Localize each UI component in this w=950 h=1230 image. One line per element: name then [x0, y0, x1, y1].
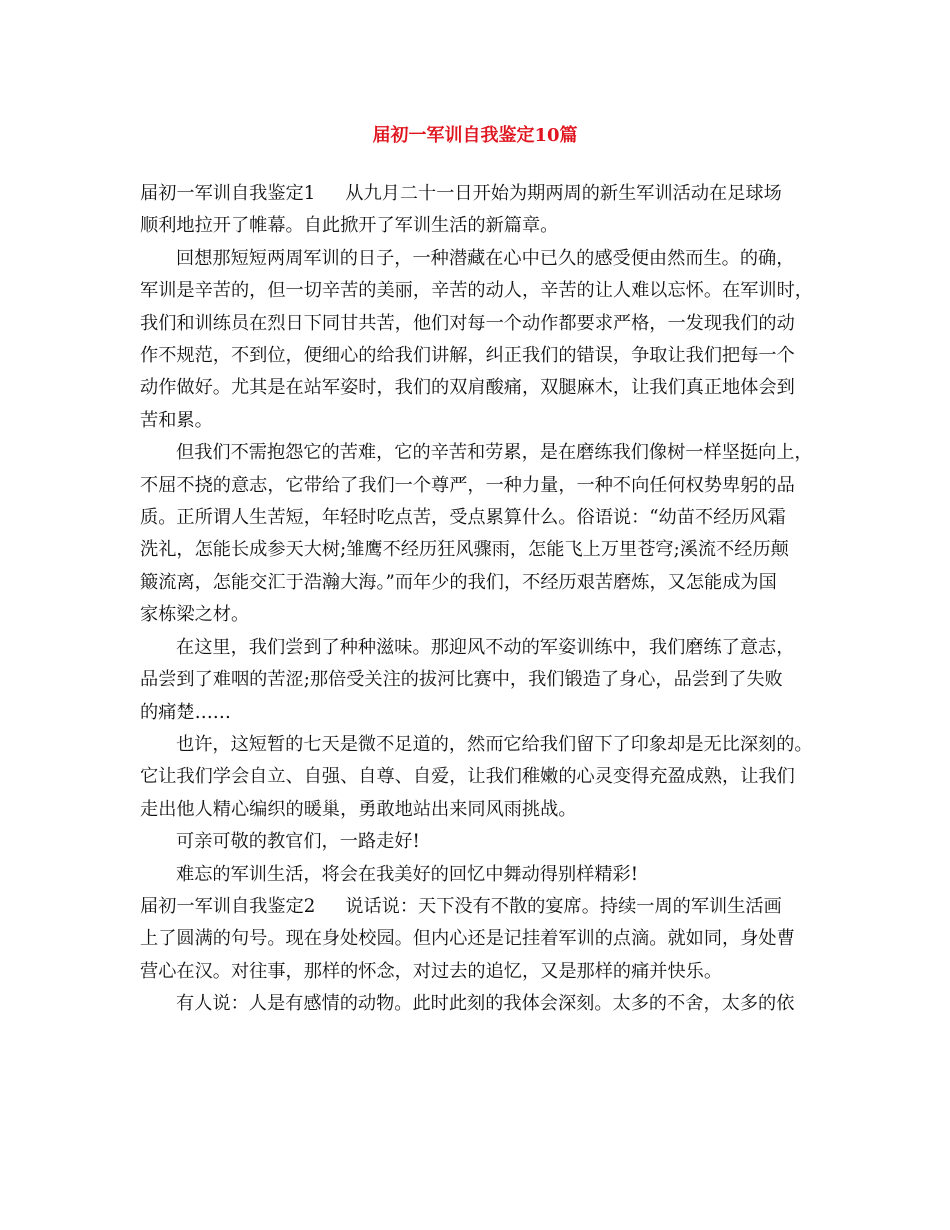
line-text: 在这里，我们尝到了种种滋味。那迎风不动的军姿训练中，我们磨练了意志，	[176, 636, 795, 658]
line-text: 上了圆满的句号。现在身处校园。但内心还是记挂着军训的点滴。就如同，身处曹	[140, 928, 795, 950]
text-line	[140, 891, 820, 923]
text-line	[140, 470, 820, 502]
text-line	[140, 178, 820, 210]
line-text: 说话说：天下没有不散的宴席。持续一周的军训生活画	[345, 895, 782, 917]
text-line	[140, 599, 820, 631]
text-line	[140, 340, 820, 372]
line-text: 顺利地拉开了帷幕。自此掀开了军训生活的新篇章。	[140, 215, 559, 237]
line-text: 洗礼，怎能长成参天大树;雏鹰不经历狂风骤雨，怎能飞上万里苍穹;溪流不经历颠	[140, 539, 789, 561]
line-text: 作不规范，不到位，便细心的给我们讲解，纠正我们的错误，争取让我们把每一个	[140, 345, 795, 367]
text-line	[140, 794, 820, 826]
text-line	[140, 729, 820, 761]
line-text: 走出他人精心编织的暖巢，勇敢地站出来同风雨挑战。	[140, 798, 577, 820]
text-line	[140, 372, 820, 404]
text-line	[140, 308, 820, 340]
line-text: 簸流离，怎能交汇于浩瀚大海。”而年少的我们，不经历艰苦磨炼，又怎能成为国	[140, 571, 777, 593]
text-line	[140, 697, 820, 729]
text-line	[140, 437, 820, 469]
text-line	[140, 988, 820, 1020]
line-text: 有人说：人是有感情的动物。此时此刻的我体会深刻。太多的不舍，太多的依	[176, 993, 795, 1015]
line-text: 动作做好。尤其是在站军姿时，我们的双肩酸痛，双腿麻木，让我们真正地体会到	[140, 377, 795, 399]
text-line	[140, 956, 820, 988]
section-heading: 届初一军训自我鉴定2	[140, 895, 316, 917]
document-title: 届初一军训自我鉴定10篇	[372, 125, 578, 146]
line-text: 家栋梁之材。	[140, 604, 250, 626]
line-text: 但我们不需抱怨它的苦难，它的辛苦和劳累，是在磨练我们像树一样坚挺向上，	[176, 442, 813, 464]
line-text: 难忘的军训生活，将会在我美好的回忆中舞动得别样精彩!	[176, 863, 638, 885]
line-text: 苦和累。	[140, 409, 213, 431]
line-text: 我们和训练员在烈日下同甘共苦，他们对每一个动作都要求严格，一发现我们的动	[140, 312, 795, 334]
text-line	[140, 534, 820, 566]
text-line	[140, 502, 820, 534]
line-text: 营心在汉。对往事，那样的怀念，对过去的追忆，又是那样的痛并快乐。	[140, 960, 723, 982]
line-text: 它让我们学会自立、自强、自尊、自爱，让我们稚嫩的心灵变得充盈成熟，让我们	[140, 766, 795, 788]
text-line	[140, 243, 820, 275]
text-line	[140, 275, 820, 307]
line-text: 的痛楚……	[140, 701, 231, 723]
text-line	[140, 826, 820, 858]
text-line	[140, 761, 820, 793]
text-line	[140, 567, 820, 599]
line-text: 不屈不挠的意志，它带给了我们一个尊严，一种力量，一种不向任何权势卑躬的品	[140, 474, 795, 496]
document-body	[140, 178, 820, 1021]
line-text: 从九月二十一日开始为期两周的新生军训活动在足球场	[345, 183, 782, 204]
text-line	[140, 923, 820, 955]
text-line	[140, 210, 820, 242]
line-text: 品尝到了难咽的苦涩;那倍受关注的拔河比赛中，我们锻造了身心，品尝到了失败	[140, 669, 783, 691]
text-line	[140, 664, 820, 696]
line-text: 回想那短短两周军训的日子，一种潜藏在心中已久的感受便由然而生。的确，	[176, 247, 795, 269]
line-text: 军训是辛苦的，但一切辛苦的美丽，辛苦的动人，辛苦的让人难以忘怀。在军训时，	[140, 280, 813, 302]
text-line	[140, 405, 820, 437]
text-line	[140, 859, 820, 891]
line-text: 质。正所谓人生苦短，年轻时吃点苦，受点累算什么。俗语说：“幼苗不经历风霜	[140, 507, 786, 529]
line-text: 可亲可敬的教官们，一路走好!	[176, 831, 420, 853]
text-line	[140, 632, 820, 664]
section-heading: 届初一军训自我鉴定1	[140, 183, 316, 204]
line-text: 也许，这短暂的七天是微不足道的，然而它给我们留下了印象却是无比深刻的。	[176, 733, 813, 755]
